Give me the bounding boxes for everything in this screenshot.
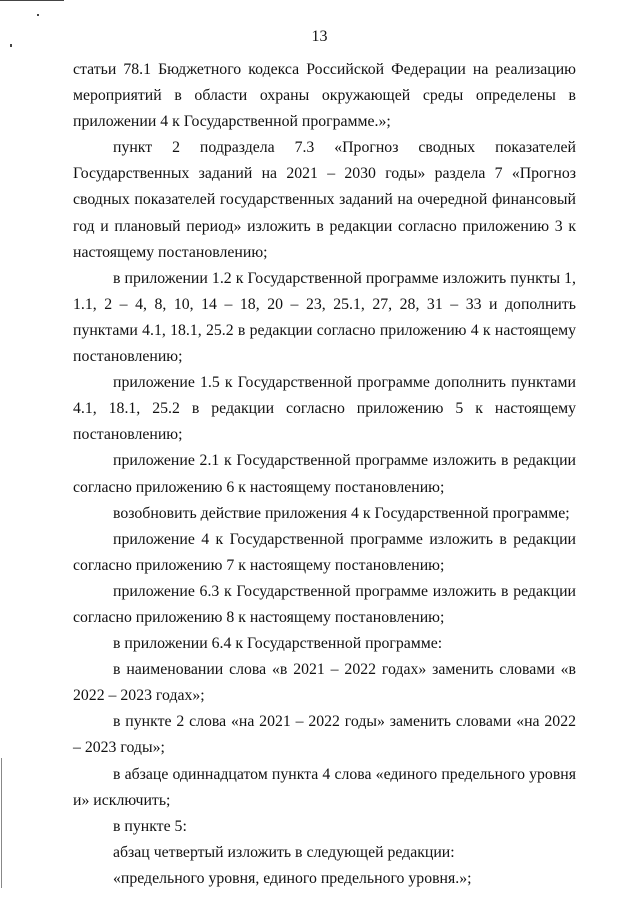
paragraph: в абзаце одиннадцатом пункта 4 слова «единого предельного уровня и» исключить;	[73, 765, 576, 809]
paragraph: «предельного уровня, единого предельного уровня.»;	[113, 869, 472, 887]
document-body	[73, 57, 576, 892]
paragraph: возобновить действие приложения 4 к Государственной программе;	[113, 504, 570, 522]
paragraph: приложение 4 к Государственной программе изложить в редакции согласно приложению 7 к настоящему постановлению;	[73, 530, 576, 574]
paragraph: в приложении 1.2 к Государственной программе изложить пункты 1, 1.1, 2 – 4, 8, 10, 14 – 18, 20 – 23, 25.1, 27, 28, 31 – 33 и дополнить пунктами 4.1, 18.1, 25.2 в редакции согласно приложению 4 к настоящему постановлению;	[73, 269, 576, 366]
paragraph: приложение 6.3 к Государственной программе изложить в редакции согласно приложению 8 к настоящему постановлению;	[73, 582, 576, 626]
paragraph: в приложении 6.4 к Государственной программе:	[113, 635, 443, 653]
scan-artifact-dot	[37, 14, 39, 16]
scan-artifact-line	[0, 0, 64, 1]
paragraph: абзац четвертый изложить в следующей редакции:	[113, 843, 455, 861]
paragraph: приложение 2.1 к Государственной программе изложить в редакции согласно приложению 6 к настоящему постановлению;	[73, 452, 576, 496]
scan-artifact-edge	[1, 758, 2, 888]
paragraph: в наименовании слова «в 2021 – 2022 годах» заменить словами «в 2022 – 2023 годах»;	[73, 661, 576, 705]
paragraph: в пункте 2 слова «на 2021 – 2022 годы» заменить словами «на 2022 – 2023 годы»;	[73, 713, 576, 757]
paragraph: пункт 2 подраздела 7.3 «Прогноз сводных показателей Государственных заданий на 2021 – 2030 годы» раздела 7 «Прогноз сводных показателей государственных заданий на очередной финансовый год и плановый период» изложить в редакции согласно приложению 3 к настоящему постановлению;	[73, 139, 576, 261]
paragraph: в пункте 5:	[113, 817, 187, 835]
page-number: 13	[311, 28, 328, 45]
paragraph-continuation: статьи 78.1 Бюджетного кодекса Российской Федерации на реализацию мероприятий в области охраны окружающей среды определены в приложении 4 к Государственной программе.»;	[73, 61, 576, 131]
paragraph: приложение 1.5 к Государственной программе дополнить пунктами 4.1, 18.1, 25.2 в редакции согласно приложению 5 к настоящему постановлению;	[73, 374, 576, 444]
